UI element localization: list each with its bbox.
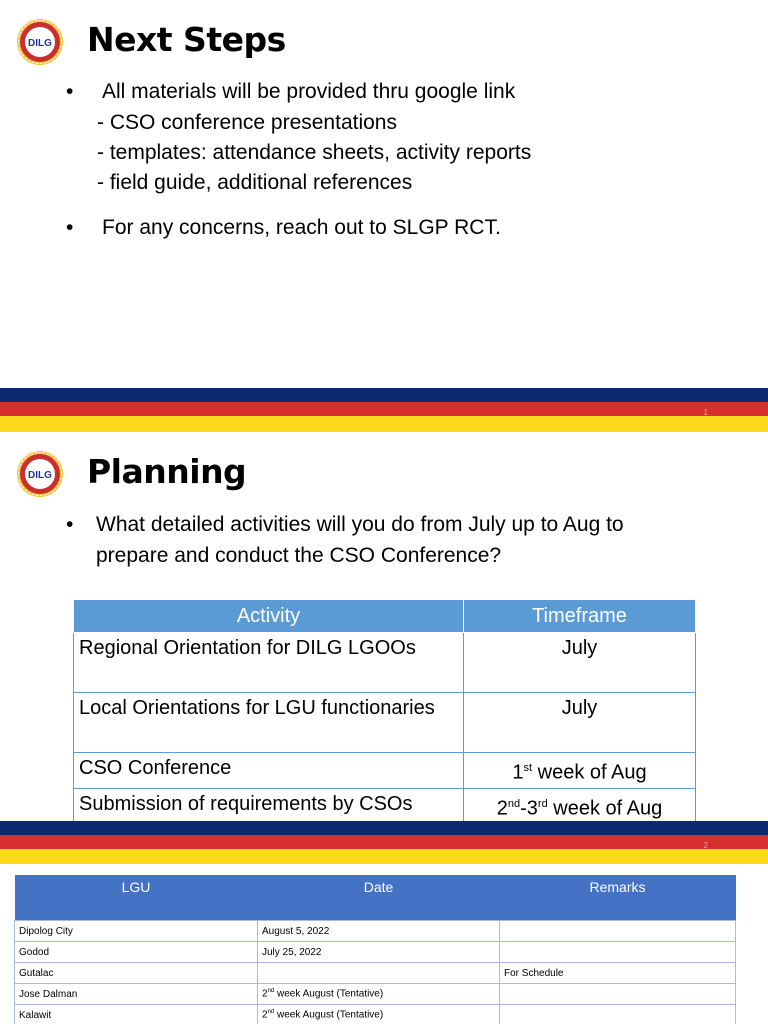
bullet-dot-icon: • [66,80,74,103]
date-cell [258,963,500,984]
table-row [74,633,696,693]
table-row [15,1005,736,1024]
timeframe-cell: July [464,693,696,753]
slide-number: 2 [703,841,708,850]
table-row [74,788,696,824]
lgu-cell: Godod [15,942,258,963]
activity-cell: Regional Orientation for DILG LGOOs [74,633,464,693]
logo-text: DILG [28,38,52,49]
bullet-text: All materials will be provided thru google link [102,80,516,103]
dilg-logo-icon [16,18,64,66]
remarks-cell [500,984,736,1005]
sub-item: - CSO conference presentations [97,111,397,134]
table-row [15,984,736,1005]
activity-cell: CSO Conference [74,753,464,789]
remarks-cell [500,942,736,963]
sub-item: - field guide, additional references [97,171,413,194]
column-header-activity: Activity [74,600,464,633]
timeframe-cell: 2nd-3rd week of Aug [464,788,696,824]
lgu-cell: Jose Dalman [15,984,258,1005]
bullet-dot-icon: • [66,216,74,239]
date-cell: 2nd week August (Tentative) [258,984,500,1005]
slide-planning [0,432,768,864]
lgu-cell: Gutalac [15,963,258,984]
table-row [74,753,696,789]
sub-item: - templates: attendance sheets, activity reports [97,141,532,164]
slide-number: 1 [703,408,708,417]
bullet-text: For any concerns, reach out to SLGP RCT. [102,216,501,239]
flag-stripes [0,388,768,432]
slide-lgu-schedule [0,864,768,1024]
remarks-cell [500,1005,736,1024]
slide-next-steps [0,0,768,432]
date-cell: August 5, 2022 [258,921,500,942]
column-header-timeframe: Timeframe [464,600,696,633]
timeframe-cell: July [464,633,696,693]
bullet-text: What detailed activities will you do from July up to Aug to [96,513,624,536]
slide-title: Next Steps [87,20,286,59]
dilg-logo-icon [16,450,64,498]
table-row [15,963,736,984]
table-row [15,942,736,963]
flag-stripes [0,821,768,864]
planning-table [73,599,696,824]
activity-cell: Local Orientations for LGU functionaries [74,693,464,753]
bullet-text-continued: prepare and conduct the CSO Conference? [96,544,502,567]
table-row [74,693,696,753]
column-header-remarks: Remarks [500,875,736,921]
logo-text: DILG [28,470,52,481]
activity-cell: Submission of requirements by CSOs [74,788,464,824]
date-cell: July 25, 2022 [258,942,500,963]
date-cell: 2nd week August (Tentative) [258,1005,500,1024]
remarks-cell [500,921,736,942]
slide-title: Planning [87,452,247,491]
column-header-lgu: LGU [15,875,258,921]
lgu-cell: Dipolog City [15,921,258,942]
table-row [15,921,736,942]
lgu-schedule-table [14,875,736,1024]
timeframe-cell: 1st week of Aug [464,753,696,789]
remarks-cell: For Schedule [500,963,736,984]
lgu-cell: Kalawit [15,1005,258,1024]
bullet-dot-icon: • [66,513,74,536]
column-header-date: Date [258,875,500,921]
